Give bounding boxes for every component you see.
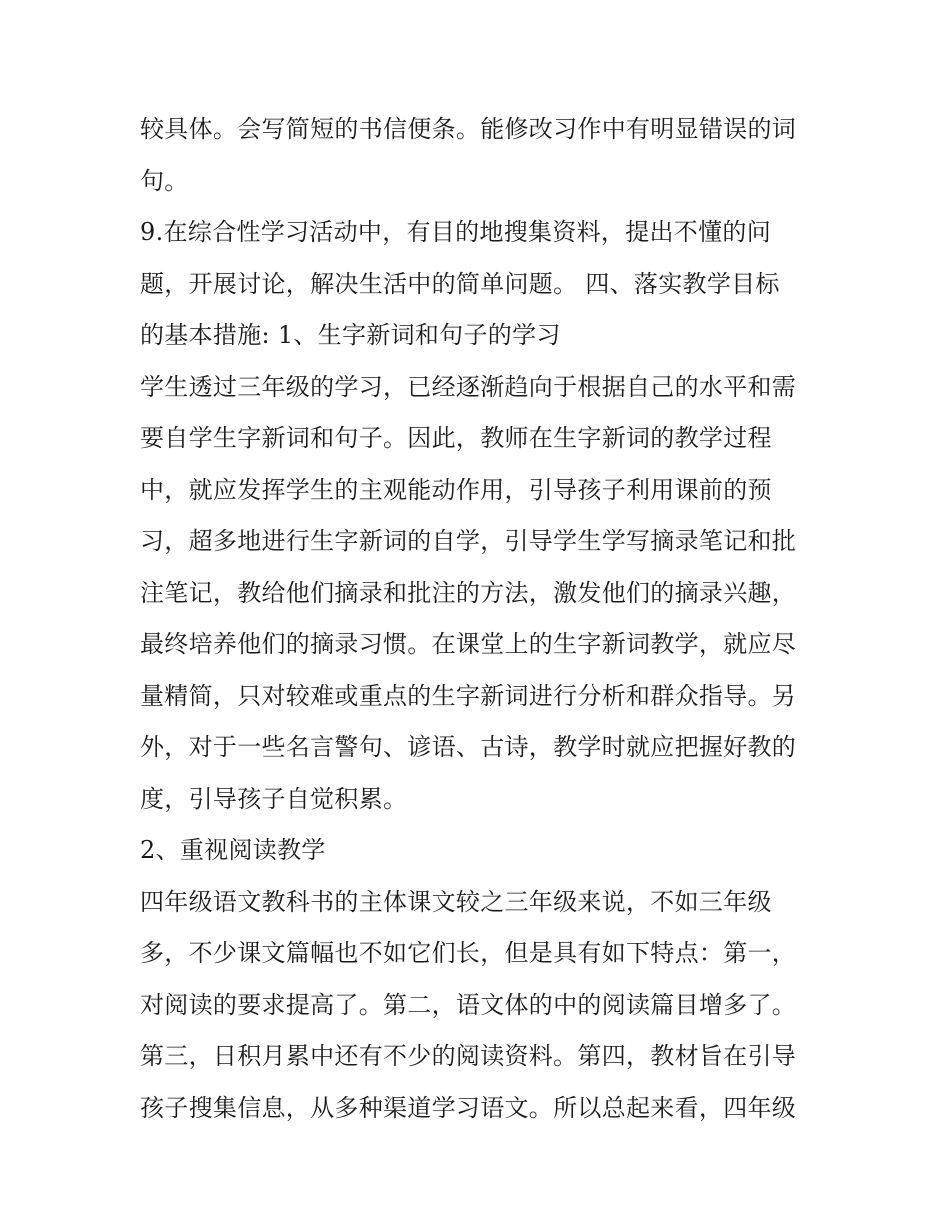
text-line: 题，开展讨论，解决生活中的简单问题。 四、落实教学目标: [140, 269, 780, 298]
text-line: 四年级语文教科书的主体课文较之三年级来说，不如三年级: [140, 887, 772, 916]
text-line: 外，对于一些名言警句、谚语、古诗，教学时就应把握好教的: [140, 733, 797, 761]
text-line: 度，引导孩子自觉积累。: [140, 784, 408, 813]
text-line: 9.在综合性学习活动中，有目的地搜集资料，提出不懂的问: [140, 218, 771, 246]
text-line: 对阅读的要求提高了。第二，语文体的中的阅读篇目增多了。: [140, 990, 797, 1019]
text-line: 最终培养他们的摘录习惯。在课堂上的生字新词教学，就应尽: [140, 630, 797, 658]
text-line: 注笔记，教给他们摘录和批注的方法，激发他们的摘录兴趣，: [140, 578, 797, 607]
text-line: 量精简，只对较难或重点的生字新词进行分析和群众指导。另: [140, 681, 797, 710]
text-line: 习，超多地进行生字新词的自学，引导学生学写摘录笔记和批: [140, 527, 797, 555]
text-line: 中，就应发挥学生的主观能动作用，引导孩子利用课前的预: [140, 475, 772, 504]
section-heading-line: 的基本措施: 1、生字新词和句子的学习: [140, 321, 561, 349]
section-heading-line: 2、重视阅读教学: [140, 836, 326, 864]
text-line: 较具体。会写简短的书信便条。能修改习作中有明显错误的词: [140, 115, 797, 143]
body-text: [140, 104, 820, 1134]
text-line: 句。: [140, 166, 189, 195]
text-line: 多，不少课文篇幅也不如它们长，但是具有如下特点：第一，: [140, 939, 797, 967]
text-line: 第三，日积月累中还有不少的阅读资料。第四，教材旨在引导: [140, 1042, 797, 1070]
text-line: 要自学生字新词和句子。因此，教师在生字新词的教学过程: [140, 424, 772, 452]
text-line: 孩子搜集信息，从多种渠道学习语文。所以总起来看，四年级: [140, 1093, 797, 1122]
text-line: 学生透过三年级的学习，已经逐渐趋向于根据自己的水平和需: [140, 372, 797, 401]
